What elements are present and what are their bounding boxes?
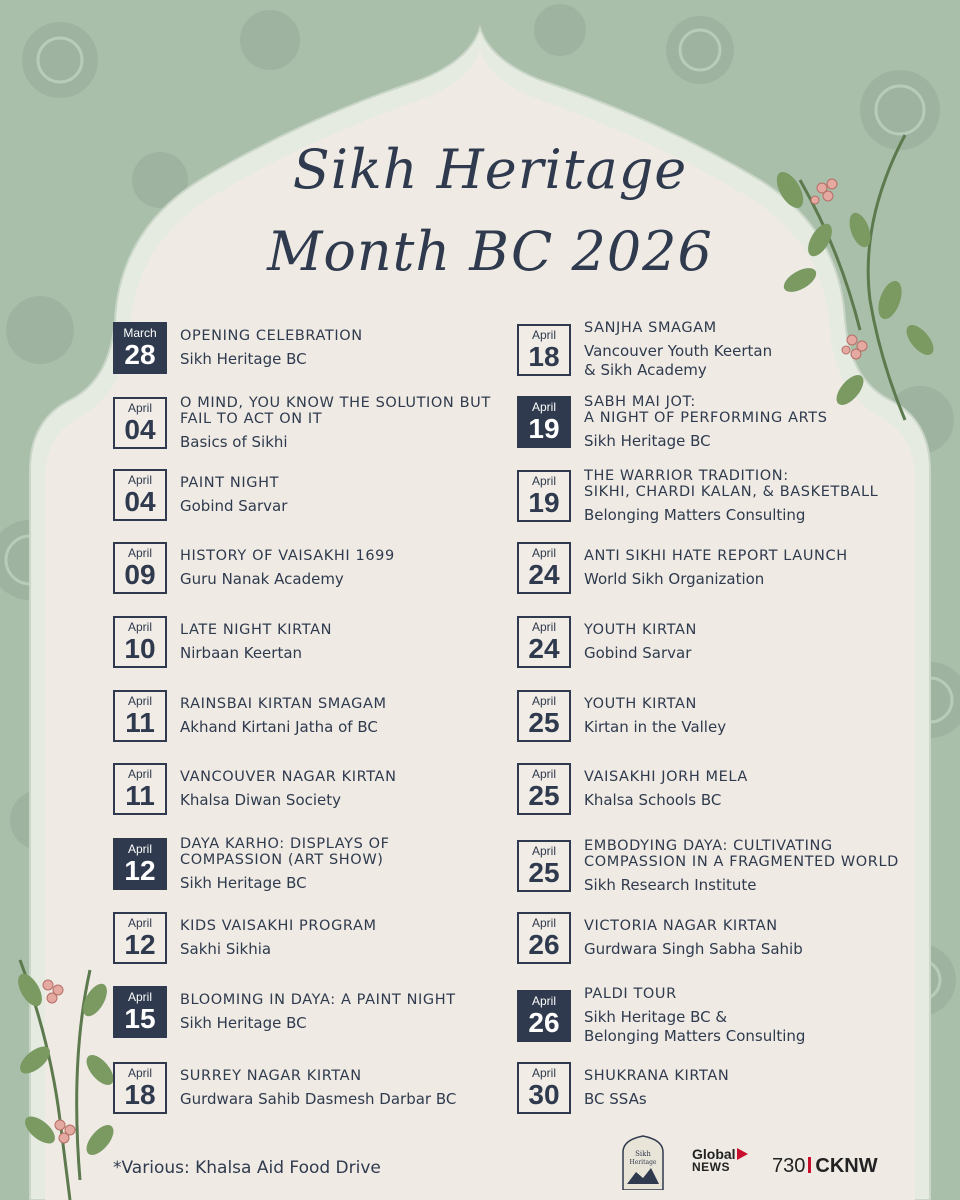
date-badge bbox=[517, 616, 571, 668]
event-item bbox=[517, 616, 924, 668]
date-month: April bbox=[127, 473, 152, 487]
event-item bbox=[113, 469, 510, 521]
event-info bbox=[584, 468, 924, 524]
event-info bbox=[584, 622, 924, 662]
event-item bbox=[113, 763, 510, 815]
event-item bbox=[517, 763, 924, 815]
date-day: 24 bbox=[528, 633, 560, 664]
date-badge bbox=[517, 990, 571, 1042]
date-month: April bbox=[127, 916, 152, 930]
event-organizer: & Sikh Academy bbox=[584, 361, 707, 379]
date-day: 30 bbox=[528, 1079, 560, 1110]
date-day: 11 bbox=[125, 780, 155, 811]
date-month: April bbox=[531, 620, 556, 634]
event-item bbox=[517, 912, 924, 964]
event-organizer: Sakhi Sikhia bbox=[180, 940, 272, 958]
date-badge bbox=[517, 763, 571, 815]
cknw-logo bbox=[772, 1155, 878, 1178]
event-title: VANCOUVER NAGAR KIRTAN bbox=[180, 769, 397, 785]
date-day: 25 bbox=[528, 780, 560, 811]
event-title: SABH MAI JOT: bbox=[584, 394, 696, 410]
event-organizer: Belonging Matters Consulting bbox=[584, 506, 806, 524]
event-title: VAISAKHI JORH MELA bbox=[584, 769, 748, 785]
event-organizer: BC SSAs bbox=[584, 1090, 647, 1108]
event-info bbox=[584, 769, 924, 809]
date-badge bbox=[113, 542, 167, 594]
event-title: SHUKRANA KIRTAN bbox=[584, 1068, 730, 1084]
date-month: April bbox=[531, 993, 556, 1008]
event-title: VICTORIA NAGAR KIRTAN bbox=[584, 918, 778, 934]
event-item bbox=[517, 320, 924, 379]
event-title: KIDS VAISAKHI PROGRAM bbox=[180, 918, 377, 934]
date-day: 25 bbox=[528, 707, 560, 738]
date-month: April bbox=[531, 844, 556, 858]
date-day: 19 bbox=[528, 413, 560, 444]
event-organizer: Belonging Matters Consulting bbox=[584, 1027, 806, 1045]
event-item bbox=[113, 912, 510, 964]
date-month: April bbox=[127, 694, 152, 708]
event-info bbox=[180, 622, 510, 662]
date-day: 28 bbox=[124, 339, 156, 370]
date-month: April bbox=[531, 916, 556, 930]
global-news-logo-line2: NEWS bbox=[692, 1160, 730, 1174]
event-title: SIKHI, CHARDI KALAN, & BASKETBALL bbox=[584, 484, 879, 500]
event-title: EMBODYING DAYA: CULTIVATING bbox=[584, 838, 833, 854]
date-badge bbox=[113, 763, 167, 815]
event-info bbox=[584, 548, 924, 588]
date-month: April bbox=[127, 620, 152, 634]
event-item bbox=[113, 986, 510, 1038]
event-organizer: Sikh Research Institute bbox=[584, 876, 757, 894]
event-organizer: Sikh Heritage BC bbox=[584, 432, 711, 450]
event-info bbox=[584, 320, 924, 379]
date-badge bbox=[517, 470, 571, 522]
event-item bbox=[517, 468, 924, 524]
event-info bbox=[180, 328, 510, 368]
event-organizer: Sikh Heritage BC bbox=[180, 874, 307, 892]
event-item bbox=[517, 690, 924, 742]
event-organizer: Gurdwara Sahib Dasmesh Darbar BC bbox=[180, 1090, 457, 1108]
event-organizer: World Sikh Organization bbox=[584, 570, 765, 588]
event-organizer: Sikh Heritage BC bbox=[180, 350, 307, 368]
event-info bbox=[584, 394, 924, 450]
global-play-icon bbox=[735, 1147, 749, 1161]
date-day: 11 bbox=[125, 707, 155, 738]
global-news-logo bbox=[692, 1148, 736, 1174]
event-title: RAINSBAI KIRTAN SMAGAM bbox=[180, 696, 387, 712]
footnote: *Various: Khalsa Aid Food Drive bbox=[113, 1158, 381, 1178]
event-organizer: Khalsa Diwan Society bbox=[180, 791, 342, 809]
event-organizer: Nirbaan Keertan bbox=[180, 644, 303, 662]
event-organizer: Vancouver Youth Keertan bbox=[584, 342, 773, 360]
event-organizer: Akhand Kirtani Jatha of BC bbox=[180, 718, 378, 736]
date-badge bbox=[517, 396, 571, 448]
event-info bbox=[180, 548, 510, 588]
event-title: PALDI TOUR bbox=[584, 986, 677, 1002]
event-title: YOUTH KIRTAN bbox=[584, 622, 697, 638]
event-info bbox=[180, 769, 510, 809]
event-info bbox=[584, 838, 924, 894]
date-day: 26 bbox=[528, 929, 560, 960]
event-organizer: Basics of Sikhi bbox=[180, 433, 288, 451]
event-title: PAINT NIGHT bbox=[180, 475, 280, 491]
event-organizer: Khalsa Schools BC bbox=[584, 791, 722, 809]
event-organizer: Gobind Sarvar bbox=[180, 497, 288, 515]
event-info bbox=[584, 918, 924, 958]
date-day: 24 bbox=[528, 559, 560, 590]
event-info bbox=[180, 992, 510, 1032]
event-info bbox=[584, 1068, 924, 1108]
sikh-heritage-logo-line2: Heritage bbox=[629, 1159, 657, 1166]
event-title: DAYA KARHO: DISPLAYS OF bbox=[180, 836, 390, 852]
event-item bbox=[517, 1062, 924, 1114]
date-month: April bbox=[531, 327, 556, 342]
date-day: 18 bbox=[528, 340, 560, 372]
date-badge bbox=[517, 912, 571, 964]
date-month: April bbox=[127, 842, 152, 856]
event-organizer: Gurdwara Singh Sabha Sahib bbox=[584, 940, 803, 958]
event-title: THE WARRIOR TRADITION: bbox=[584, 468, 789, 484]
date-month: April bbox=[531, 546, 556, 560]
event-title: COMPASSION (ART SHOW) bbox=[180, 852, 384, 868]
event-item bbox=[517, 542, 924, 594]
event-item bbox=[113, 836, 510, 892]
date-badge bbox=[113, 912, 167, 964]
date-badge bbox=[113, 616, 167, 668]
event-title: OPENING CELEBRATION bbox=[180, 328, 363, 344]
page-title-line2: Month BC 2026 bbox=[267, 220, 713, 283]
event-item bbox=[113, 1062, 510, 1114]
event-item bbox=[113, 395, 510, 451]
sikh-heritage-logo-line1: Sikh bbox=[635, 1150, 651, 1158]
sikh-heritage-logo bbox=[618, 1134, 668, 1190]
event-item bbox=[517, 838, 924, 894]
event-organizer: Sikh Heritage BC & bbox=[584, 1008, 728, 1026]
event-title: YOUTH KIRTAN bbox=[584, 696, 697, 712]
event-title: HISTORY OF VAISAKHI 1699 bbox=[180, 548, 395, 564]
date-month: April bbox=[531, 1066, 556, 1080]
event-info bbox=[180, 475, 510, 515]
date-badge bbox=[113, 838, 167, 890]
date-day: 04 bbox=[124, 414, 156, 445]
event-info bbox=[180, 395, 510, 451]
event-title: FAIL TO ACT ON IT bbox=[180, 411, 323, 427]
date-badge bbox=[113, 1062, 167, 1114]
date-badge bbox=[113, 690, 167, 742]
date-day: 26 bbox=[528, 1006, 560, 1038]
date-month: April bbox=[531, 400, 556, 414]
date-day: 04 bbox=[124, 486, 156, 517]
event-item bbox=[113, 322, 510, 374]
event-organizer: Gobind Sarvar bbox=[584, 644, 692, 662]
date-badge bbox=[113, 322, 167, 374]
date-day: 19 bbox=[528, 487, 560, 518]
event-title: SURREY NAGAR KIRTAN bbox=[180, 1068, 362, 1084]
cknw-logo-number: 730 bbox=[772, 1155, 806, 1177]
date-day: 15 bbox=[124, 1003, 156, 1034]
event-info bbox=[180, 696, 510, 736]
event-title: BLOOMING IN DAYA: A PAINT NIGHT bbox=[180, 992, 456, 1008]
event-item bbox=[113, 690, 510, 742]
date-badge bbox=[517, 690, 571, 742]
event-title: SANJHA SMAGAM bbox=[584, 320, 717, 336]
event-title: O MIND, YOU KNOW THE SOLUTION BUT bbox=[180, 395, 491, 411]
date-badge bbox=[517, 324, 571, 376]
event-info bbox=[584, 986, 924, 1045]
event-title: LATE NIGHT KIRTAN bbox=[180, 622, 333, 638]
date-badge bbox=[517, 840, 571, 892]
date-badge bbox=[517, 542, 571, 594]
event-organizer: Kirtan in the Valley bbox=[584, 718, 727, 736]
date-badge bbox=[113, 986, 167, 1038]
date-month: April bbox=[127, 767, 152, 781]
date-day: 18 bbox=[124, 1079, 156, 1110]
event-info bbox=[584, 696, 924, 736]
event-title: ANTI SIKHI HATE REPORT LAUNCH bbox=[584, 548, 848, 564]
date-month: April bbox=[127, 1066, 152, 1080]
event-item bbox=[517, 394, 924, 450]
date-day: 25 bbox=[528, 857, 560, 888]
global-news-logo-line1: Global bbox=[692, 1146, 736, 1162]
event-info bbox=[180, 1068, 510, 1108]
date-month: April bbox=[531, 694, 556, 708]
cknw-logo-name: CKNW bbox=[815, 1155, 878, 1177]
date-day: 10 bbox=[124, 633, 156, 664]
event-title: COMPASSION IN A FRAGMENTED WORLD bbox=[584, 854, 899, 870]
date-month: April bbox=[531, 474, 556, 488]
cknw-logo-separator bbox=[808, 1157, 811, 1173]
date-day: 12 bbox=[124, 855, 156, 886]
event-organizer: Sikh Heritage BC bbox=[180, 1014, 307, 1032]
event-info bbox=[180, 836, 510, 892]
event-item bbox=[517, 986, 924, 1045]
date-month: April bbox=[531, 767, 556, 781]
date-month: March bbox=[123, 326, 157, 340]
date-badge bbox=[113, 469, 167, 521]
date-badge bbox=[517, 1062, 571, 1114]
date-day: 09 bbox=[124, 559, 156, 590]
date-month: April bbox=[127, 990, 152, 1004]
date-month: April bbox=[127, 401, 152, 415]
date-day: 12 bbox=[124, 929, 156, 960]
event-title: A NIGHT OF PERFORMING ARTS bbox=[584, 410, 828, 426]
page-title-line1: Sikh Heritage bbox=[292, 138, 688, 201]
event-info bbox=[180, 918, 510, 958]
event-item bbox=[113, 616, 510, 668]
event-organizer: Guru Nanak Academy bbox=[180, 570, 344, 588]
date-badge bbox=[113, 397, 167, 449]
event-item bbox=[113, 542, 510, 594]
date-month: April bbox=[127, 546, 152, 560]
